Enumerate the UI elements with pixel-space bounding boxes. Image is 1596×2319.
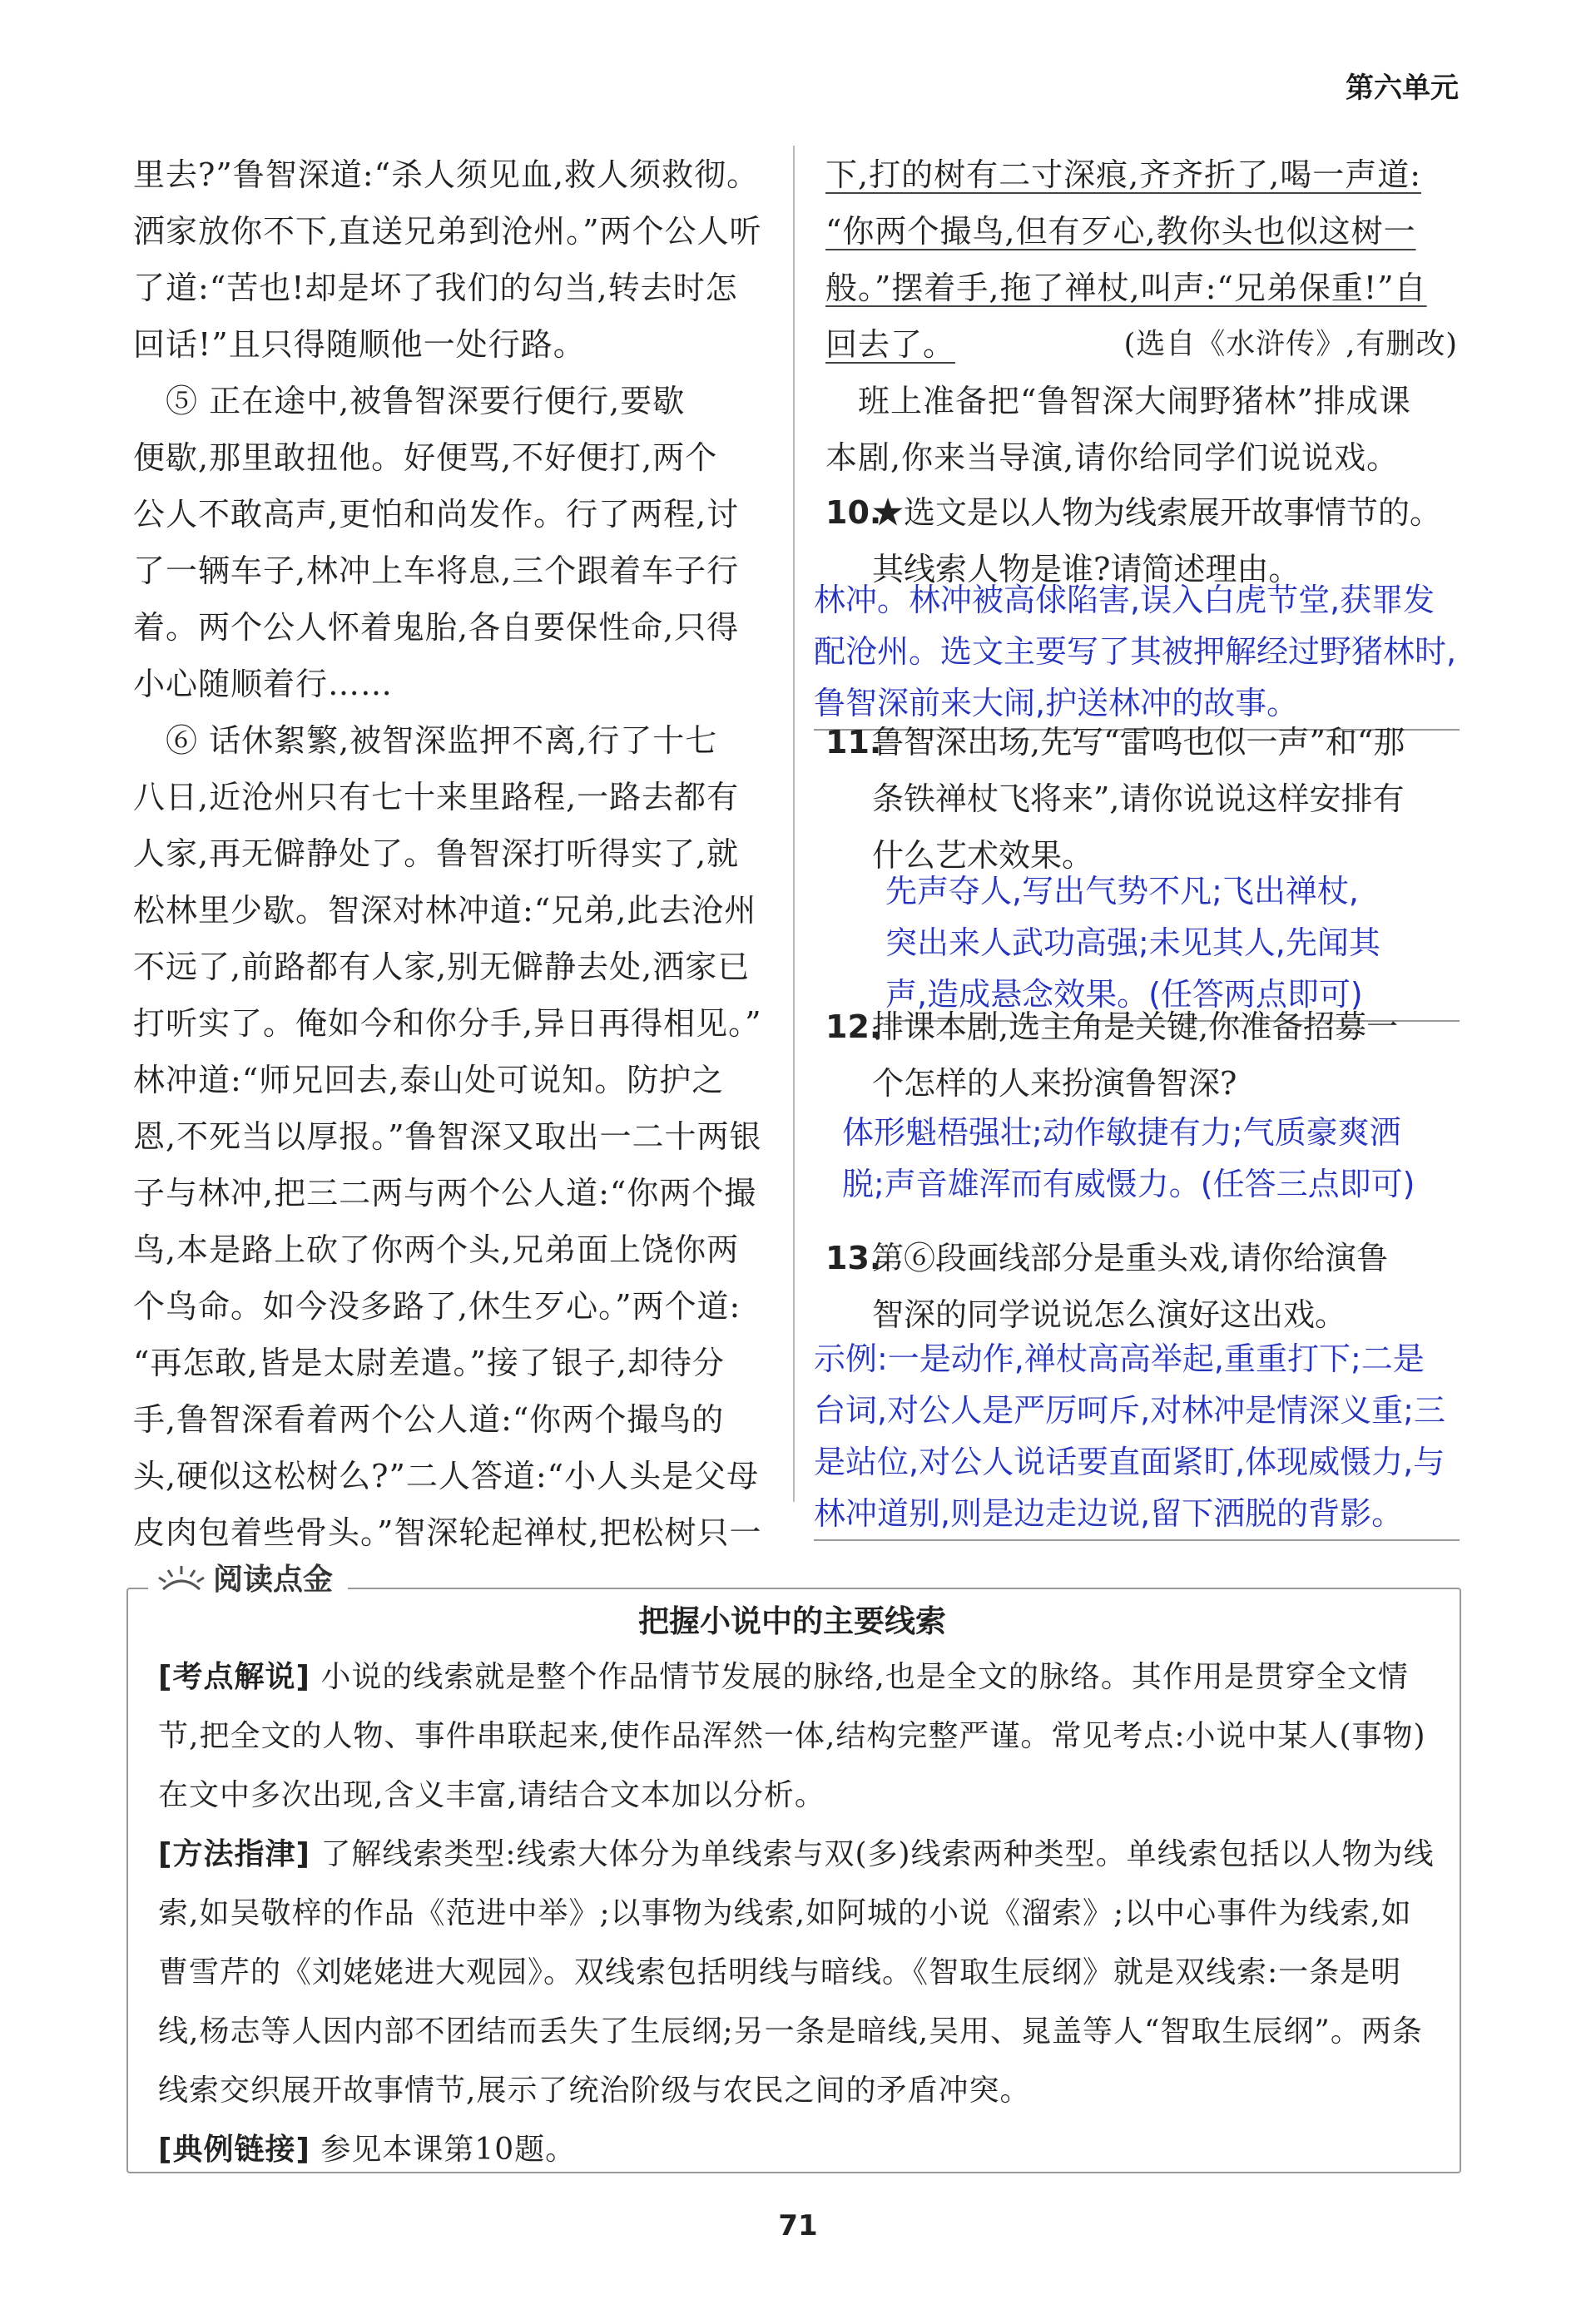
answer-line: 台词,对公人是严厉呵斥,对林冲是情深义重;三 bbox=[814, 1392, 1445, 1429]
answer-10 bbox=[814, 574, 1460, 731]
text-line: 林冲道:“师兄回去,泰山处可说知。防护之 bbox=[133, 1062, 725, 1098]
underlined-line: 回去了。 bbox=[825, 326, 956, 363]
question-text: 排课本剧,选主角是关键,你准备招募一 bbox=[872, 1008, 1399, 1045]
reading-tips-tag bbox=[148, 1556, 348, 1598]
text-line: “再怎敢,皆是太尉差遣。”接了银子,却待分 bbox=[133, 1345, 726, 1381]
question-text: 其线索人物是谁?请简述理由。 bbox=[872, 551, 1301, 587]
reading-tips-label: 阅读点金 bbox=[213, 1563, 334, 1597]
question-number: 12. bbox=[825, 1008, 882, 1045]
question-text: 个怎样的人来扮演鲁智深? bbox=[872, 1065, 1237, 1102]
text-line: 洒家放你不下,直送兄弟到沧州。”两个公人听 bbox=[133, 213, 762, 250]
text-line: 回话!”且只得随顺他一处行路。 bbox=[133, 326, 586, 363]
answer-line: 脱;声音雄浑而有威慑力。(任答三点即可) bbox=[842, 1166, 1415, 1202]
text-line: 头,硬似这松树么?”二人答道:“小人头是父母 bbox=[133, 1458, 760, 1494]
text-line: 便歇,那里敢扭他。好便骂,不好便打,两个 bbox=[133, 439, 718, 476]
text-line: 皮肉包着些骨头。”智深轮起禅杖,把松树只一 bbox=[133, 1514, 762, 1551]
text-line: ⑤ 正在途中,被鲁智深要行便行,要歇 bbox=[133, 383, 686, 419]
section-text: 参见本课第10题。 bbox=[320, 2133, 577, 2167]
text-line: 里去?”鲁智深道:“杀人须见血,救人须救彻。 bbox=[133, 156, 760, 193]
left-column bbox=[133, 146, 782, 1561]
right-passage bbox=[825, 146, 1466, 486]
answer-line: 是站位,对公人说话要直面紧盯,体现威慑力,与 bbox=[814, 1444, 1445, 1480]
sunrise-icon bbox=[156, 1564, 206, 1593]
question-text: 什么艺术效果。 bbox=[872, 837, 1094, 874]
question-text: 条铁禅杖飞将来”,请你说说这样安排有 bbox=[872, 780, 1405, 817]
section-label: [典例链接] bbox=[158, 2133, 310, 2167]
section-label: [方法指津] bbox=[158, 1837, 310, 1871]
question-13 bbox=[825, 1230, 1475, 1343]
text-line: 着。两个公人怀着鬼胎,各自要保性命,只得 bbox=[133, 609, 740, 646]
text-line: 不远了,前路都有人家,别无僻静去处,洒家已 bbox=[133, 949, 751, 985]
answer-line: 突出来人武功高强;未见其人,先闻其 bbox=[885, 924, 1380, 961]
underlined-line: “你两个撮鸟,但有歹心,教你头也似这树一 bbox=[825, 213, 1416, 250]
section-text: 小说的线索就是整个作品情节发展的脉络,也是全文的脉络。其作用是贯穿全文情节,把全文的人物、事件串联起来,使作品浑然一体,结构完整严谨。常见考点:小说中某人(事物)在文中多次出现,含义丰富,请结合文本加以分析。 bbox=[158, 1660, 1426, 1812]
answer-line: 先声夺人,写出气势不凡;飞出禅杖, bbox=[885, 873, 1359, 909]
column-divider bbox=[793, 146, 795, 1502]
section-label: [考点解说] bbox=[158, 1660, 310, 1694]
text-line: 个鸟命。如今没多路了,休生歹心。”两个道: bbox=[133, 1288, 741, 1325]
answer-12 bbox=[842, 1107, 1415, 1210]
text-line: 人家,再无僻静处了。鲁智深打听得实了,就 bbox=[133, 835, 740, 872]
question-12 bbox=[825, 998, 1475, 1112]
text-line: 子与林冲,把三二两与两个公人道:“你两个撮 bbox=[133, 1175, 757, 1212]
question-11 bbox=[825, 714, 1475, 884]
text-line: 了道:“苦也!却是坏了我们的勾当,转去时怎 bbox=[133, 270, 738, 306]
text-line: 小心随顺着行…… bbox=[133, 666, 394, 702]
underlined-line: 般。”摆着手,拖了禅杖,叫声:“兄弟保重!”自 bbox=[825, 270, 1427, 306]
intro-line: 班上准备把“鲁智深大闹野猪林”排成课 bbox=[825, 383, 1411, 419]
question-number: 11. bbox=[825, 724, 882, 761]
page-number: 71 bbox=[778, 2209, 818, 2242]
answer-line: 体形魁梧强壮;动作敏捷有力;气质豪爽洒 bbox=[842, 1114, 1401, 1151]
question-text: ★选文是以人物为线索展开故事情节的。 bbox=[872, 494, 1442, 531]
answer-line: 林冲。林冲被高俅陷害,误入白虎节堂,获罪发 bbox=[814, 582, 1435, 618]
answer-line: 示例:一是动作,禅杖高高举起,重重打下;二是 bbox=[814, 1340, 1425, 1377]
text-line: 松林里少歇。智深对林冲道:“兄弟,此去沧州 bbox=[133, 892, 757, 929]
answer-line: 配沧州。选文主要写了其被押解经过野猪林时, bbox=[814, 633, 1457, 670]
reading-tips-title: 把握小说中的主要线索 bbox=[638, 1603, 946, 1639]
unit-header: 第六单元 bbox=[1346, 72, 1459, 105]
text-line: ⑥ 话休絮繁,被智深监押不离,行了十七 bbox=[133, 722, 718, 759]
underlined-line: 下,打的树有二寸深痕,齐齐折了,喝一声道: bbox=[825, 156, 1422, 193]
answer-line: 林冲道别,则是边走边说,留下洒脱的背影。 bbox=[814, 1488, 1460, 1541]
reading-tips-content bbox=[158, 1648, 1440, 2179]
text-line: 鸟,本是路上砍了你两个头,兄弟面上饶你两 bbox=[133, 1231, 740, 1268]
answer-13 bbox=[814, 1333, 1460, 1541]
intro-line: 本剧,你来当导演,请你给同学们说说戏。 bbox=[825, 439, 1400, 476]
text-line: 了一辆车子,林冲上车将息,三个跟着车子行 bbox=[133, 552, 740, 589]
answer-line: 鲁智深前来大闹,护送林冲的故事。 bbox=[814, 677, 1460, 731]
text-line: 公人不敢高声,更怕和尚发作。行了两程,讨 bbox=[133, 496, 740, 533]
question-number: 13. bbox=[825, 1240, 882, 1276]
text-line: 八日,近沧州只有七十来里路程,一路去都有 bbox=[133, 779, 740, 815]
question-number: 10. bbox=[825, 494, 882, 531]
question-text: 鲁智深出场,先写“雷鸣也似一声”和“那 bbox=[872, 724, 1405, 761]
text-line: 恩,不死当以厚报。”鲁智深又取出一二十两银 bbox=[133, 1118, 762, 1155]
answer-line: 声,造成悬念效果。(任答两点即可) bbox=[885, 969, 1460, 1022]
question-text: 智深的同学说说怎么演好这出戏。 bbox=[872, 1296, 1347, 1333]
section-text: 了解线索类型:线索大体分为单线索与双(多)线索两种类型。单线索包括以人物为线索,如吴敬梓的作品《范进中举》;以事物为线索,如阿城的小说《溜索》;以中心事件为线索,如曹雪芹的《刘姥姥进大观园》。双线索包括明线与暗线。《智取生辰纲》就是双线索:一条是明线,杨志等人因内部不团结而丢失了生辰纲;另一条是暗线,吴用、晁盖等人“智取生辰纲”。两条线索交织展开故事情节,展示了统治阶级与农民之间的矛盾冲突。 bbox=[158, 1837, 1435, 2108]
source-note: (选自《水浒传》,有删改) bbox=[1123, 328, 1458, 361]
text-line: 打听实了。俺如今和你分手,异日再得相见。” bbox=[133, 1005, 762, 1042]
text-line: 手,鲁智深看着两个公人道:“你两个撮鸟的 bbox=[133, 1401, 725, 1438]
question-text: 第⑥段画线部分是重头戏,请你给演鲁 bbox=[872, 1240, 1389, 1276]
